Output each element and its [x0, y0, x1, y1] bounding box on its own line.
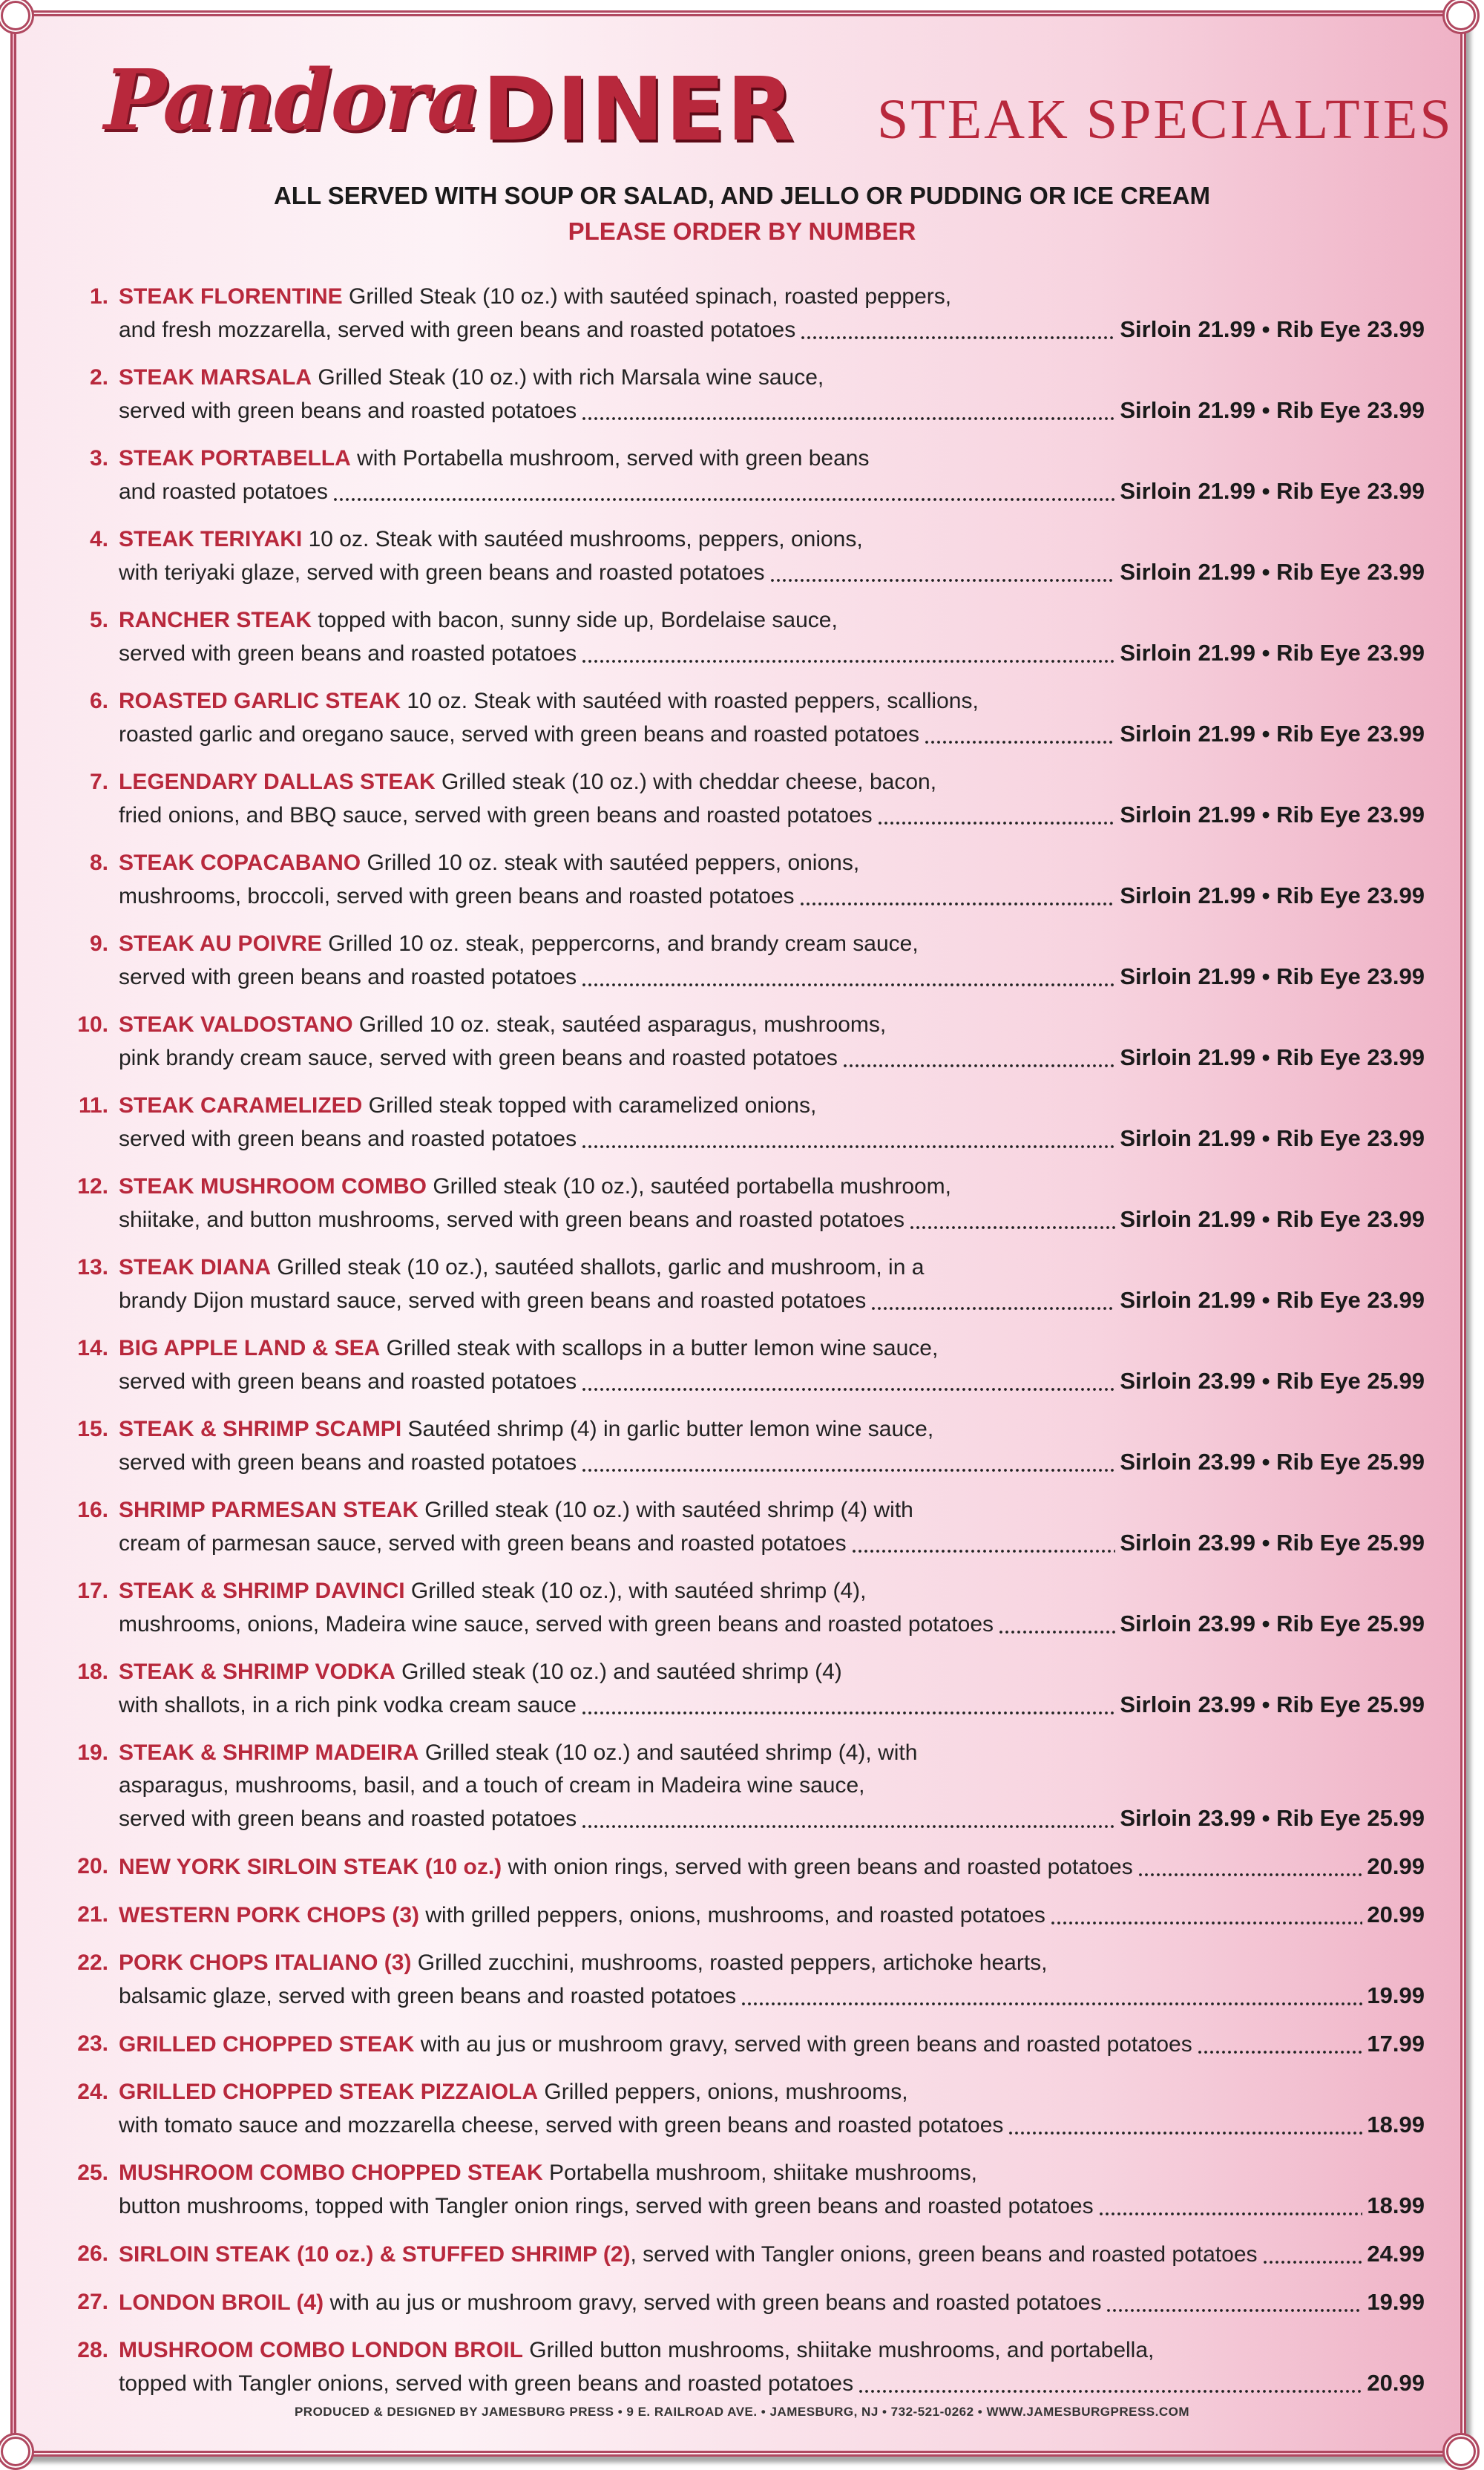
dot-leader — [870, 1306, 1115, 1311]
item-name: GRILLED CHOPPED STEAK PIZZAIOLA — [119, 2080, 539, 2104]
item-number: 25. — [77, 2161, 108, 2185]
item-price: Sirloin 23.99 • Rib Eye 25.99 — [1120, 1805, 1425, 1831]
menu-item — [45, 1899, 1425, 1932]
dot-leader — [581, 1468, 1115, 1472]
item-name: STEAK MARSALA — [119, 365, 312, 390]
dot-leader — [581, 1144, 1115, 1149]
item-number: 20. — [77, 1854, 108, 1878]
item-description: 10 oz. Steak with sautéed with roasted peppers, scallions, — [401, 689, 979, 713]
item-description: Grilled steak (10 oz.), with sautéed shrimp (4), — [404, 1579, 867, 1603]
item-price: Sirloin 23.99 • Rib Eye 25.99 — [1120, 1530, 1425, 1556]
item-name: ROASTED GARLIC STEAK — [119, 689, 401, 713]
item-price: 24.99 — [1367, 2241, 1425, 2267]
item-price: Sirloin 21.99 • Rib Eye 23.99 — [1120, 721, 1425, 747]
item-name: NEW YORK SIRLOIN STEAK (10 oz.) — [119, 1855, 502, 1879]
item-description: mushrooms, broccoli, served with green beans and roasted potatoes — [119, 884, 795, 908]
item-number: 22. — [77, 1950, 108, 1975]
item-name: WESTERN PORK CHOPS (3) — [119, 1903, 420, 1927]
item-number: 12. — [77, 1174, 108, 1199]
item-description: Grilled steak (10 oz.), sautéed portabella mushroom, — [427, 1174, 952, 1199]
menu-item — [45, 361, 1425, 428]
item-name: STEAK DIANA — [119, 1255, 272, 1280]
frame-corner — [1442, 2433, 1480, 2470]
dot-leader — [842, 1064, 1115, 1068]
item-price: Sirloin 21.99 • Rib Eye 23.99 — [1120, 397, 1425, 423]
item-description: balsamic glaze, served with green beans and roasted potatoes — [119, 1984, 737, 2008]
dot-leader — [581, 983, 1115, 987]
item-price: Sirloin 23.99 • Rib Eye 25.99 — [1120, 1449, 1425, 1475]
item-number: 1. — [89, 284, 108, 309]
item-name: STEAK COPACABANO — [119, 851, 361, 875]
menu-item — [45, 1575, 1425, 1641]
menu-item — [45, 685, 1425, 751]
item-description: roasted garlic and oregano sauce, served with green beans and roasted potatoes — [119, 722, 920, 747]
item-description: Portabella mushroom, shiitake mushrooms, — [542, 2161, 977, 2185]
item-description: with onion rings, served with green beans and roasted potatoes — [502, 1855, 1133, 1879]
item-description: asparagus, mushrooms, basil, and a touch of cream in Madeira wine sauce, — [119, 1773, 865, 1798]
brand-logo-diner: DINER — [482, 58, 796, 160]
dot-leader — [581, 1387, 1115, 1392]
item-description: Grilled peppers, onions, mushrooms, — [538, 2080, 908, 2104]
item-price: Sirloin 21.99 • Rib Eye 23.99 — [1120, 1287, 1425, 1313]
item-name: STEAK & SHRIMP DAVINCI — [119, 1579, 405, 1603]
item-description: pink brandy cream sauce, served with green beans and roasted potatoes — [119, 1046, 838, 1070]
item-name: SIRLOIN STEAK (10 oz.) & STUFFED SHRIMP (2) — [119, 2242, 631, 2267]
menu-item — [45, 1947, 1425, 2013]
menu-item — [45, 1090, 1425, 1156]
item-number: 7. — [89, 770, 108, 794]
item-name: STEAK MUSHROOM COMBO — [119, 1174, 427, 1199]
item-description: served with green beans and roasted potatoes — [119, 1806, 577, 1831]
item-description: mushrooms, onions, Madeira wine sauce, served with green beans and roasted potatoes — [119, 1612, 994, 1637]
item-description: and fresh mozzarella, served with green beans and roasted potatoes — [119, 318, 796, 342]
dot-leader — [799, 902, 1116, 906]
item-number: 10. — [77, 1012, 108, 1037]
item-price: Sirloin 21.99 • Rib Eye 23.99 — [1120, 802, 1425, 828]
menu-item — [45, 604, 1425, 670]
item-name: MUSHROOM COMBO CHOPPED STEAK — [119, 2161, 543, 2185]
item-price: Sirloin 23.99 • Rib Eye 25.99 — [1120, 1691, 1425, 1717]
item-description: topped with bacon, sunny side up, Bordelaise sauce, — [312, 608, 838, 632]
menu-item — [45, 1737, 1425, 1835]
menu-item — [45, 1656, 1425, 1722]
menu-item — [45, 281, 1425, 347]
dot-leader — [858, 2389, 1362, 2394]
menu-item — [45, 1170, 1425, 1236]
item-price: 20.99 — [1367, 2370, 1425, 2396]
item-description: Grilled steak topped with caramelized onions, — [362, 1093, 817, 1118]
item-description: with au jus or mushroom gravy, served with green beans and roasted potatoes — [414, 2032, 1192, 2057]
item-number: 27. — [77, 2290, 108, 2314]
item-price: 18.99 — [1367, 2112, 1425, 2138]
item-number: 15. — [77, 1417, 108, 1441]
item-name: STEAK & SHRIMP VODKA — [119, 1660, 395, 1684]
dot-leader — [1008, 2131, 1362, 2135]
dot-leader — [1137, 1873, 1363, 1877]
item-description: Grilled steak (10 oz.), sautéed shallots, garlic and mushroom, in a — [271, 1255, 925, 1280]
item-name: LONDON BROIL (4) — [119, 2290, 324, 2315]
item-price: 19.99 — [1367, 1982, 1425, 2008]
item-description: with tomato sauce and mozzarella cheese, served with green beans and roasted potatoes — [119, 2113, 1004, 2138]
item-description: Grilled 10 oz. steak, peppercorns, and brandy cream sauce, — [321, 931, 919, 956]
item-name: PORK CHOPS ITALIANO (3) — [119, 1950, 412, 1975]
section-title: STEAK SPECIALTIES — [877, 88, 1454, 151]
item-description: cream of parmesan sauce, served with green beans and roasted potatoes — [119, 1531, 847, 1556]
dot-leader — [1262, 2260, 1363, 2264]
item-description: Grilled steak (10 oz.) with cheddar cheese, bacon, — [435, 770, 937, 794]
item-price: Sirloin 21.99 • Rib Eye 23.99 — [1120, 640, 1425, 666]
menu-item — [45, 1850, 1425, 1884]
dot-leader — [581, 659, 1115, 664]
menu-item — [45, 2157, 1425, 2223]
menu-item — [45, 1251, 1425, 1317]
item-description: button mushrooms, topped with Tangler onion rings, served with green beans and roasted potatoes — [119, 2194, 1094, 2218]
item-number: 23. — [77, 2031, 108, 2056]
dot-leader — [741, 2002, 1362, 2006]
item-number: 3. — [89, 446, 108, 471]
menu-item — [45, 2286, 1425, 2319]
dot-leader — [581, 1711, 1115, 1715]
dot-leader — [800, 335, 1115, 340]
item-price: Sirloin 23.99 • Rib Eye 25.99 — [1120, 1611, 1425, 1637]
dot-leader — [924, 740, 1115, 744]
item-description: served with green beans and roasted potatoes — [119, 1127, 577, 1151]
printer-credit: PRODUCED & DESIGNED BY JAMESBURG PRESS • 9 E. RAILROAD AVE. • JAMESBURG, NJ • 732-521-0262 • WWW.JAMESBURGPRESS.COM — [294, 2405, 1190, 2419]
item-price: Sirloin 23.99 • Rib Eye 25.99 — [1120, 1368, 1425, 1394]
item-name: MUSHROOM COMBO LONDON BROIL — [119, 2338, 523, 2362]
item-description: Grilled Steak (10 oz.) with sautéed spinach, roasted peppers, — [342, 284, 952, 309]
item-number: 11. — [78, 1093, 108, 1118]
menu-item — [45, 847, 1425, 913]
item-description: brandy Dijon mustard sauce, served with green beans and roasted potatoes — [119, 1288, 867, 1313]
item-description: Grilled 10 oz. steak, sautéed asparagus, mushrooms, — [352, 1012, 887, 1037]
menu-item — [45, 928, 1425, 994]
item-number: 14. — [77, 1336, 108, 1360]
menu-item — [45, 2076, 1425, 2142]
item-number: 5. — [89, 608, 108, 632]
item-number: 26. — [77, 2241, 108, 2266]
item-number: 28. — [77, 2338, 108, 2362]
menu-item — [45, 1413, 1425, 1479]
menu-item — [45, 2238, 1425, 2271]
served-with-note: ALL SERVED WITH SOUP OR SALAD, AND JELLO OR PUDDING OR ICE CREAM — [273, 182, 1211, 209]
menu-item — [45, 1494, 1425, 1560]
item-price: Sirloin 21.99 • Rib Eye 23.99 — [1120, 963, 1425, 989]
dot-leader — [1050, 1921, 1363, 1925]
item-number: 9. — [89, 931, 108, 956]
item-name: STEAK TERIYAKI — [119, 527, 303, 551]
item-number: 17. — [77, 1579, 108, 1603]
item-name: STEAK CARAMELIZED — [119, 1093, 363, 1118]
item-description: , served with Tangler onions, green beans and roasted potatoes — [630, 2242, 1258, 2267]
item-description: 10 oz. Steak with sautéed mushrooms, peppers, onions, — [302, 527, 863, 551]
menu-item — [45, 2334, 1425, 2400]
item-price: 19.99 — [1367, 2289, 1425, 2315]
item-name: RANCHER STEAK — [119, 608, 312, 632]
item-number: 4. — [89, 527, 108, 551]
item-price: Sirloin 21.99 • Rib Eye 23.99 — [1120, 1044, 1425, 1070]
dot-leader — [581, 1824, 1115, 1829]
brand-logo-script: Pandora — [104, 52, 479, 149]
item-name: STEAK AU POIVRE — [119, 931, 322, 956]
item-description: served with green beans and roasted potatoes — [119, 641, 577, 666]
item-name: LEGENDARY DALLAS STEAK — [119, 770, 436, 794]
menu-item — [45, 523, 1425, 589]
item-description: served with green beans and roasted potatoes — [119, 1369, 577, 1394]
menu-item — [45, 766, 1425, 832]
dot-leader — [851, 1549, 1116, 1553]
dot-leader — [769, 578, 1116, 583]
item-description: served with green beans and roasted potatoes — [119, 965, 577, 989]
item-name: STEAK & SHRIMP MADEIRA — [119, 1740, 419, 1765]
item-number: 21. — [77, 1902, 108, 1927]
item-number: 13. — [77, 1255, 108, 1280]
frame-corner — [1442, 0, 1480, 34]
item-description: Grilled Steak (10 oz.) with rich Marsala wine sauce, — [312, 365, 824, 390]
item-price: 18.99 — [1367, 2192, 1425, 2218]
item-number: 24. — [77, 2080, 108, 2104]
item-description: Grilled steak (10 oz.) with sautéed shrimp (4) with — [418, 1498, 913, 1522]
menu-item — [45, 1332, 1425, 1398]
item-description: with au jus or mushroom gravy, served with green beans and roasted potatoes — [324, 2290, 1102, 2315]
item-description: with teriyaki glaze, served with green beans and roasted potatoes — [119, 560, 765, 585]
item-description: Grilled button mushrooms, shiitake mushrooms, and portabella, — [522, 2338, 1155, 2362]
dot-leader — [998, 1630, 1115, 1634]
item-description: with grilled peppers, onions, mushrooms, and roasted potatoes — [419, 1903, 1045, 1927]
item-price: Sirloin 21.99 • Rib Eye 23.99 — [1120, 1206, 1425, 1232]
item-name: STEAK FLORENTINE — [119, 284, 343, 309]
item-price: Sirloin 21.99 • Rib Eye 23.99 — [1120, 1125, 1425, 1151]
item-number: 2. — [89, 365, 108, 390]
dot-leader — [581, 416, 1115, 421]
menu-item — [45, 442, 1425, 508]
dot-leader — [1197, 2050, 1363, 2054]
item-description: Grilled steak (10 oz.) and sautéed shrimp (4), with — [418, 1740, 918, 1765]
dot-leader — [909, 1225, 1115, 1230]
item-description: Grilled zucchini, mushrooms, roasted peppers, artichoke hearts, — [411, 1950, 1048, 1975]
item-number: 8. — [89, 851, 108, 875]
item-description: Sautéed shrimp (4) in garlic butter lemon wine sauce, — [401, 1417, 934, 1441]
item-name: STEAK PORTABELLA — [119, 446, 351, 471]
item-name: SHRIMP PARMESAN STEAK — [119, 1498, 418, 1522]
item-number: 16. — [77, 1498, 108, 1522]
dot-leader — [877, 821, 1116, 825]
item-description: fried onions, and BBQ sauce, served with green beans and roasted potatoes — [119, 803, 873, 828]
frame-corner — [0, 0, 34, 34]
item-description: served with green beans and roasted potatoes — [119, 1450, 577, 1475]
item-description: shiitake, and button mushrooms, served with green beans and roasted potatoes — [119, 1208, 904, 1232]
menu-item — [45, 2028, 1425, 2061]
item-price: Sirloin 21.99 • Rib Eye 23.99 — [1120, 316, 1425, 342]
item-price: 20.99 — [1367, 1901, 1425, 1927]
item-description: served with green beans and roasted potatoes — [119, 399, 577, 423]
dot-leader — [332, 497, 1115, 502]
frame-corner — [0, 2433, 34, 2470]
order-by-number-note: PLEASE ORDER BY NUMBER — [568, 217, 916, 245]
item-name: GRILLED CHOPPED STEAK — [119, 2032, 415, 2057]
item-description: Grilled steak (10 oz.) and sautéed shrimp (4) — [395, 1660, 842, 1684]
dot-leader — [1098, 2212, 1363, 2216]
item-number: 6. — [89, 689, 108, 713]
item-name: BIG APPLE LAND & SEA — [119, 1336, 381, 1360]
item-price: Sirloin 21.99 • Rib Eye 23.99 — [1120, 559, 1425, 585]
item-description: with Portabella mushroom, served with green beans — [350, 446, 870, 471]
menu-item — [45, 1009, 1425, 1075]
item-number: 18. — [77, 1660, 108, 1684]
item-number: 19. — [77, 1740, 108, 1765]
item-description: topped with Tangler onions, served with green beans and roasted potatoes — [119, 2371, 854, 2396]
item-description: Grilled steak with scallops in a butter lemon wine sauce, — [380, 1336, 939, 1360]
dot-leader — [1106, 2308, 1362, 2313]
item-price: 20.99 — [1367, 1853, 1425, 1879]
item-price: Sirloin 21.99 • Rib Eye 23.99 — [1120, 478, 1425, 504]
item-name: STEAK VALDOSTANO — [119, 1012, 353, 1037]
menu-list — [45, 281, 1425, 2415]
item-description: with shallots, in a rich pink vodka cream sauce — [119, 1693, 577, 1717]
item-price: Sirloin 21.99 • Rib Eye 23.99 — [1120, 882, 1425, 908]
item-name: STEAK & SHRIMP SCAMPI — [119, 1417, 402, 1441]
item-description: and roasted potatoes — [119, 479, 328, 504]
item-description: Grilled 10 oz. steak with sautéed peppers, onions, — [361, 851, 860, 875]
item-price: 17.99 — [1367, 2031, 1425, 2057]
